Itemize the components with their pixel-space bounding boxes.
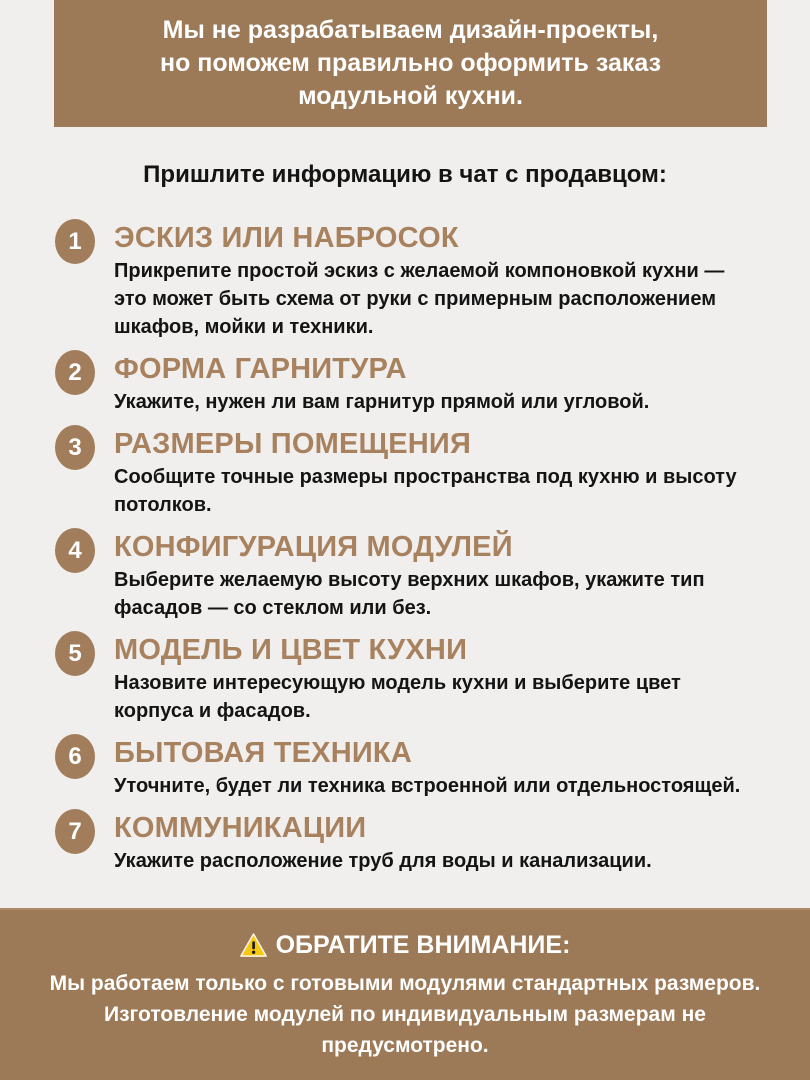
step-description-line: Укажите расположение труб для воды и канализации. bbox=[114, 850, 652, 872]
step-number-badge: 5 bbox=[55, 631, 95, 676]
step-text bbox=[114, 428, 737, 519]
step-description bbox=[114, 566, 705, 622]
step-number-badge: 6 bbox=[55, 734, 95, 779]
step-title: ЭСКИЗ ИЛИ НАБРОСОК bbox=[114, 222, 459, 254]
notice-text-line: Мы работаем только с готовыми модулями стандартных размеров. bbox=[49, 972, 761, 995]
step-title: БЫТОВАЯ ТЕХНИКА bbox=[114, 737, 412, 769]
step-description bbox=[114, 669, 681, 725]
step-description-line: Прикрепите простой эскиз с желаемой компоновкой кухни — bbox=[114, 260, 725, 282]
step-number-badge: 4 bbox=[55, 528, 95, 573]
step-description bbox=[114, 257, 724, 341]
step-item bbox=[55, 531, 765, 622]
step-description-line: фасадов — со стеклом или без. bbox=[114, 597, 432, 619]
step-item bbox=[55, 353, 765, 416]
step-number-badge: 2 bbox=[55, 350, 95, 395]
notice-title-row bbox=[240, 931, 571, 960]
step-title: РАЗМЕРЫ ПОМЕЩЕНИЯ bbox=[114, 428, 472, 460]
step-item bbox=[55, 634, 765, 725]
header-text-line: модульной кухни. bbox=[298, 82, 523, 110]
notice-text-line: предусмотрено. bbox=[321, 1034, 489, 1057]
step-description bbox=[114, 772, 740, 800]
step-description bbox=[114, 463, 737, 519]
step-description-line: шкафов, мойки и техники. bbox=[114, 316, 374, 338]
step-text bbox=[114, 737, 740, 800]
step-title: МОДЕЛЬ И ЦВЕТ КУХНИ bbox=[114, 634, 468, 666]
step-item bbox=[55, 428, 765, 519]
step-description-line: Выберите желаемую высоту верхних шкафов, укажите тип bbox=[114, 569, 705, 591]
step-description-line: Сообщите точные размеры пространства под кухню и высоту bbox=[114, 466, 737, 488]
step-description-line: потолков. bbox=[114, 494, 212, 516]
step-text bbox=[114, 634, 681, 725]
step-number-badge: 7 bbox=[55, 809, 95, 854]
step-title: ФОРМА ГАРНИТУРА bbox=[114, 353, 407, 385]
header-text-line: Мы не разрабатываем дизайн-проекты, bbox=[162, 16, 659, 44]
step-text bbox=[114, 222, 724, 341]
header-banner bbox=[54, 0, 767, 127]
step-text bbox=[114, 353, 649, 416]
step-number-badge: 1 bbox=[55, 219, 95, 264]
step-text bbox=[114, 812, 652, 875]
step-text bbox=[114, 531, 705, 622]
page-subtitle: Пришлите информацию в чат с продавцом: bbox=[143, 161, 667, 188]
step-description-line: это может быть схема от руки с примерным расположением bbox=[114, 288, 716, 310]
step-title: КОНФИГУРАЦИЯ МОДУЛЕЙ bbox=[114, 531, 513, 563]
step-title: КОММУНИКАЦИИ bbox=[114, 812, 367, 844]
step-description-line: Укажите, нужен ли вам гарнитур прямой или угловой. bbox=[114, 391, 650, 413]
step-item bbox=[55, 737, 765, 800]
step-number-badge: 3 bbox=[55, 425, 95, 470]
warning-triangle-icon bbox=[240, 932, 267, 959]
step-item bbox=[55, 812, 765, 875]
notice-text-line: Изготовление модулей по индивидуальным размерам не bbox=[104, 1003, 706, 1026]
step-description-line: Назовите интересующую модель кухни и выберите цвет bbox=[114, 672, 681, 694]
step-description bbox=[114, 388, 649, 416]
notice-banner bbox=[0, 908, 810, 1080]
header-text-line: но поможем правильно оформить заказ bbox=[159, 49, 662, 77]
notice-title: ОБРАТИТЕ ВНИМАНИЕ: bbox=[275, 931, 571, 959]
step-description-line: корпуса и фасадов. bbox=[114, 700, 311, 722]
step-description-line: Уточните, будет ли техника встроенной или отдельностоящей. bbox=[114, 775, 741, 797]
step-description bbox=[114, 847, 652, 875]
steps-list bbox=[55, 222, 765, 875]
step-item bbox=[55, 222, 765, 341]
